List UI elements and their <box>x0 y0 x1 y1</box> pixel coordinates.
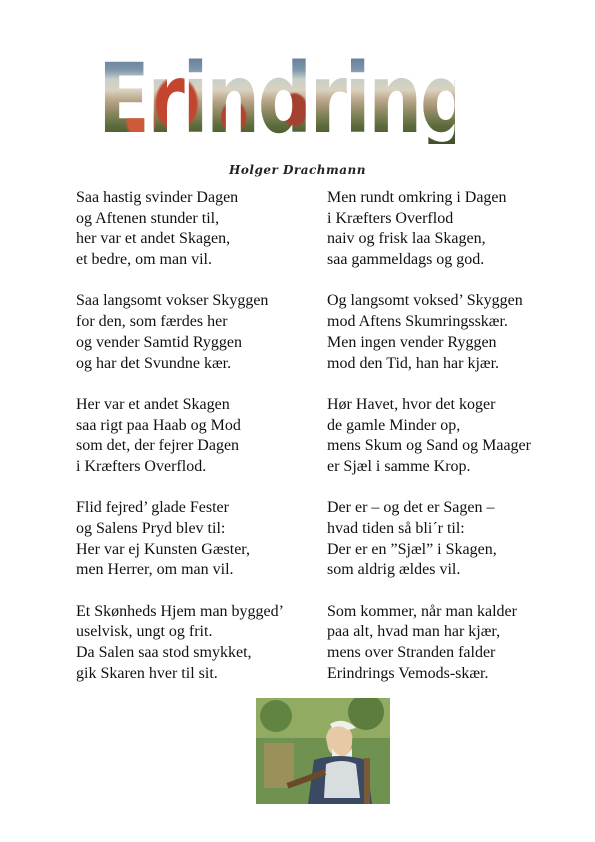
portrait-illustration <box>256 698 390 804</box>
left-stanza-3 <box>76 395 284 478</box>
right-stanza-2 <box>327 291 531 374</box>
poem-line: de gamle Minder op, <box>327 416 461 434</box>
poem-line: i Kræfters Overflod <box>327 209 454 227</box>
poem-line: som det, der fejrer Dagen <box>76 437 240 455</box>
poem-line: Som kommer, når man kalder <box>327 602 517 620</box>
poem-line: Da Salen saa stod smykket, <box>76 644 252 662</box>
poem-line: og Salens Pryd blev til: <box>76 520 226 537</box>
poem-line: og vender Samtid Ryggen <box>76 333 242 351</box>
poem-line: Og langsomt voksed’ Skyggen <box>327 292 523 310</box>
right-stanza-1 <box>327 188 531 271</box>
poem-line: saa gammeldags og god. <box>327 251 485 269</box>
poem-line: Der er – og det er Sagen – <box>327 499 495 517</box>
poem-line: Men rundt omkring i Dagen <box>327 189 507 206</box>
poem-line: hvad tiden så bli´r til: <box>327 520 465 537</box>
poem-title: Erindring <box>98 43 472 155</box>
poem-line: som aldrig ældes vil. <box>327 561 461 579</box>
poem-line: Her var ej Kunsten Gæster, <box>76 540 250 558</box>
right-stanza-3 <box>327 395 531 478</box>
poem-line: saa rigt paa Haab og Mod <box>76 416 241 434</box>
right-stanza-4 <box>327 498 531 581</box>
portrait-painting <box>256 698 390 804</box>
poem-line: og har det Svundne kær. <box>76 354 232 372</box>
poem-line: Her var et andet Skagen <box>76 395 230 413</box>
poem-line: er Sjæl i samme Krop. <box>327 457 471 475</box>
poem-line: Et Skønheds Hjem man bygged’ <box>76 602 284 620</box>
poem-line: et bedre, om man vil. <box>76 251 212 269</box>
left-stanza-1 <box>76 188 284 271</box>
poem-line: mod Aftens Skumringsskær. <box>327 313 508 331</box>
poem-line: i Kræfters Overflod. <box>76 457 207 475</box>
poem-line: Saa hastig svinder Dagen <box>76 189 239 206</box>
left-stanza-4 <box>76 498 284 581</box>
poem-line: mens Skum og Sand og Maager <box>327 437 531 455</box>
poem-line: Flid fejred’ glade Fester <box>76 499 229 517</box>
left-stanza-2 <box>76 291 284 374</box>
poem-line: Erindrings Vemods-skær. <box>327 664 489 682</box>
poem-line: mens over Stranden falder <box>327 644 496 662</box>
poem-line: for den, som færdes her <box>76 313 228 331</box>
poem-line: men Herrer, om man vil. <box>76 561 234 579</box>
poem-line: og Aftenen stunder til, <box>76 209 220 227</box>
poem-line: Men ingen vender Ryggen <box>327 333 497 351</box>
poem-line: gik Skaren hver til sit. <box>76 664 218 682</box>
poem-line: paa alt, hvad man har kjær, <box>327 623 501 641</box>
left-column <box>76 188 284 685</box>
poem-line: her var et andet Skagen, <box>76 230 231 248</box>
poem-line: Hør Havet, hvor det koger <box>327 395 496 413</box>
poem-author: Holger Drachmann <box>229 163 366 177</box>
poem-line: Der er en ”Sjæl” i Skagen, <box>327 540 497 558</box>
right-stanza-5 <box>327 602 531 685</box>
poem-line: Saa langsomt vokser Skyggen <box>76 292 269 310</box>
right-column <box>327 188 531 685</box>
poem-line: mod den Tid, han har kjær. <box>327 354 500 372</box>
poem-line: uselvisk, ungt og frit. <box>76 623 213 641</box>
poem-line: naiv og frisk laa Skagen, <box>327 230 486 248</box>
left-stanza-5 <box>76 602 284 685</box>
